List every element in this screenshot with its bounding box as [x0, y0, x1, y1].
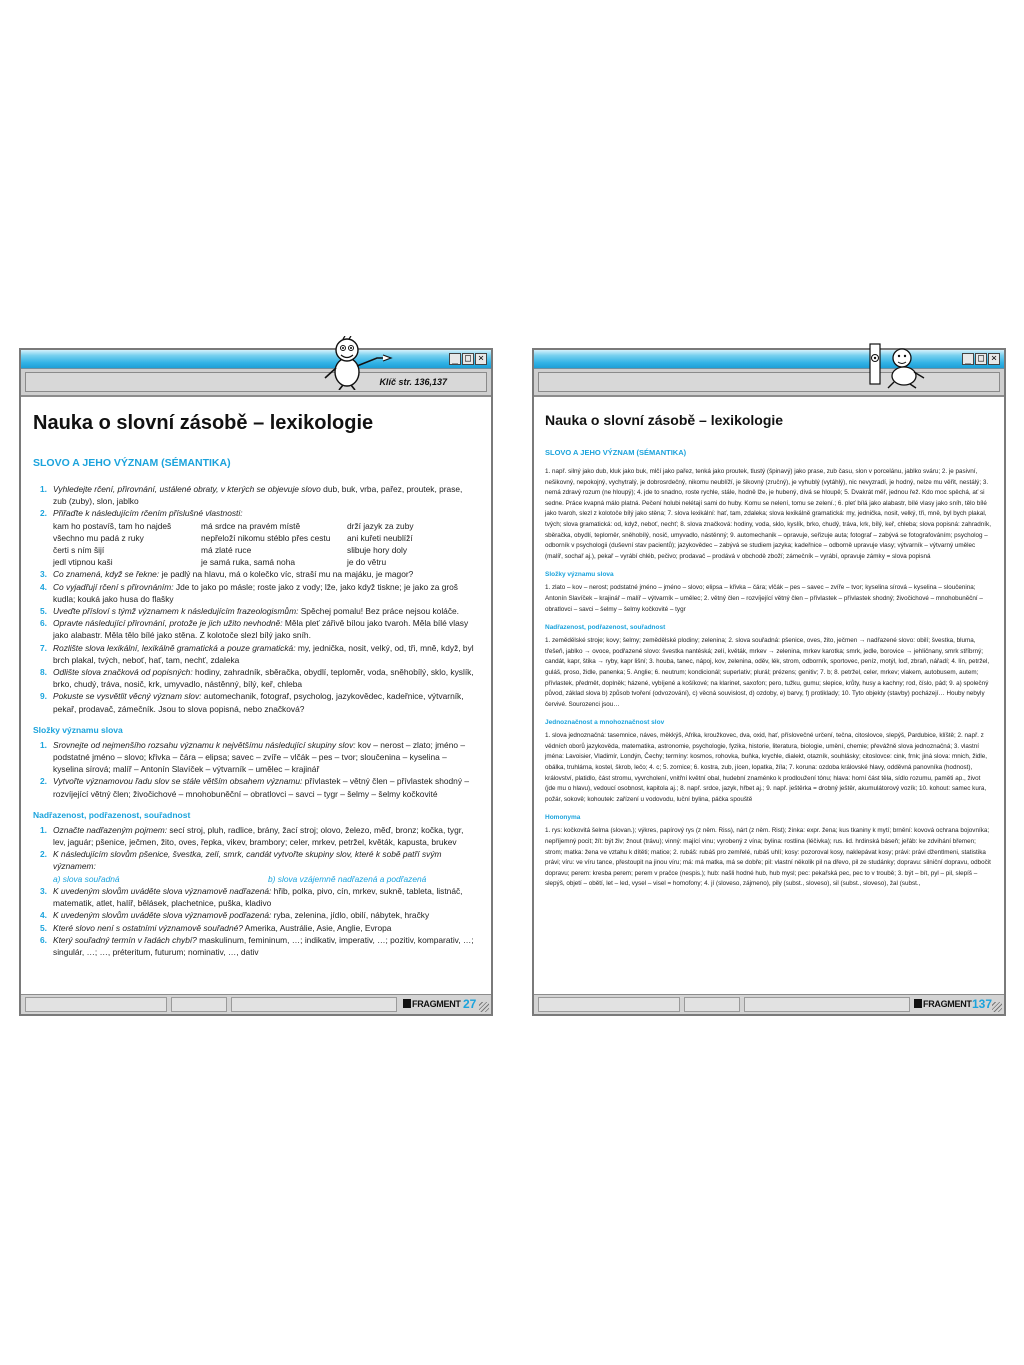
maximize-button[interactable]: □ — [462, 353, 474, 365]
status-segment — [538, 997, 680, 1012]
item-number: 1. — [40, 484, 47, 494]
item-number: 6. — [40, 618, 47, 629]
item-text: dub, buk, vrba, pařez, proutek, prase, zub (zuby), slon, jablko — [53, 484, 463, 507]
exercise-item — [40, 934, 477, 958]
exercise-list — [33, 568, 477, 714]
subsection-heading: Nadřazenost, podřazenost, souřadnost — [545, 624, 666, 632]
table-cell: nepřeloží nikomu stéblo přes cestu — [201, 532, 331, 543]
exercise-list — [33, 739, 477, 800]
item-number: 1. — [40, 824, 47, 835]
window-controls — [962, 353, 1000, 365]
item-number: 3. — [40, 885, 47, 896]
item-instruction: K uvedeným slovům uváděte slova významově podřazená: — [53, 910, 272, 921]
publisher-logo — [403, 999, 461, 1009]
exercise-item — [40, 581, 477, 605]
item-instruction: Odlište slova značková od popisných: — [53, 667, 193, 678]
item-number: 9. — [40, 691, 47, 702]
exercise-item — [40, 885, 477, 909]
page-title: Nauka o slovní zásobě – lexikologie — [33, 412, 374, 434]
publisher-mark-icon — [914, 999, 922, 1008]
item-text: automechanik, fotograf, psycholog, jazykovědec, kadeřnice, výtvarník, pekař, prodavač, zámečník. Jsou to slova popisná, nebo značková? — [53, 691, 464, 714]
saying-table — [33, 520, 477, 569]
table-cell: je do větru — [347, 557, 387, 568]
exercise-item — [40, 568, 477, 580]
item-text: kov – nerost – zlato; jméno – podstatné jméno – slovo; křivka – čára – elipsa; savec – zvíře – vlčák – pes – tvor; sloučenina – kyselina – kyselina sírová; malíř – Antonín Slavíček – výtvarník – umělec – krajinář — [53, 739, 465, 775]
item-instruction: Co vyjadřují rčení s přirovnáním: — [53, 581, 174, 592]
exercise-item — [40, 775, 477, 799]
exercise-item — [40, 739, 477, 776]
table-cell: kam ho postavíš, tam ho najdeš — [53, 520, 172, 531]
exercise-list — [33, 483, 477, 520]
subsection-heading: Složky významu slova — [33, 724, 123, 735]
table-cell: má zlaté ruce — [201, 545, 252, 556]
answer-option: b) slova vzájemně nadřazená a podřazená — [268, 873, 427, 884]
close-button[interactable]: × — [988, 353, 1000, 365]
page-title: Nauka o slovní zásobě – lexikologie — [545, 412, 784, 428]
item-number: 3. — [40, 569, 47, 580]
status-segment — [684, 997, 740, 1012]
item-text: secí stroj, pluh, radlice, brány, žací stroj; olovo, železo, měď, bronz; kočka, tygr, lev, jaguár; pšenice, ječmen, žito, oves, řepka, vikev, brambory; celer, mrkev, petržel, květák, kapusta, brukev — [53, 824, 464, 848]
item-instruction: Opravte následující přirovnání, protože je jich užito nevhodně: — [53, 618, 283, 629]
table-cell: ani kuřeti neublíží — [347, 532, 413, 543]
item-instruction: Vytvořte významovou řadu slov se stále větším obsahem významu: — [53, 776, 303, 787]
page-number: 27 — [463, 997, 477, 1011]
item-instruction: Pokuste se vysvětlit věcný význam slov: — [53, 691, 202, 702]
item-number: 6. — [40, 934, 47, 945]
item-instruction: K uvedeným slovům uváděte slova významově nadřazená: — [53, 885, 272, 896]
item-text: Měla pleť zářivě bílou jako tvaroh. Měla bílé vlasy jako alabastr. Měla tělo bílé jako stěna. Z kolotoče slezl bílý jako sníh. — [53, 618, 469, 641]
item-instruction: Který souřadný termín v řadách chybí? — [53, 934, 197, 945]
item-text: hřib, polka, pivo, cín, mrkev, sukně, tableta, listnáč, matematik, atlet, halíř, bělásek, plachetnice, puška, kladivo — [53, 885, 463, 909]
publisher-logo — [914, 999, 972, 1009]
exercise-item — [40, 690, 477, 714]
exercise-list — [33, 824, 477, 873]
subsection-heading: Nadřazenost, podřazenost, souřadnost — [33, 809, 191, 820]
exercise-item — [40, 617, 477, 641]
exercise-item — [40, 848, 477, 872]
window-titlebar — [21, 350, 491, 369]
answer-paragraph: 1. např. silný jako dub, kluk jako buk, mlčí jako pařez, tenká jako proutek, tlustý (špinavý) jako prase, zub času, slon v porcelánu, jablko sváru; 2. je pasivní, nešikovný, nepokojný, vychytralý, je dobrosrdečný, nikomu neublíží, je šikovný (zručný), je vyhublý (vytáhlý), nic nevyzradí, je hodný, nelze mu věřit, nestálý; 3. nemá zdravý rozum (ne hloupý); 4. jde to snadno, roste rychle, stále, hodně lže, je hubený, dívá se hloupě; 5. Dvakrát měř, jednou řež. Kdo moc spěchá, ať si sedne. Práce kvapná málo platná. Pečení holubi nelétají sami do huby. Komu se nelení, tomu se zelení.; 6. pleť bílá jako alabastr, bílé vlasy jako sníh, tělo bílé jako tvaroh, slezl z kolotoče bílý jako stěna; 7. slova lexikální: hať, tam, zdaleka; slova lexikálně gramatická: my, jednička, nosit, velký, tři, mně, byl bych plakal, tvých; slova gramatická: od, když, neboť, nechť; 8. slova značková: hodiny, voda, sklo, kyslík, brko, chudý, tráva, krk, bílý, keř, chleba; slova popisná: zahradník, sběračka, obydlí, teploměr, sněhobílý, nosič, umyvadlo, nástěnný; 9. automechanik – opravuje, seřizuje auta; fotograf – zabývá se fotografováním; psycholog – odborník v psychologii (duševní stav pacientů); jazykovědec – zabývá se studiem jazyka; kadeřnice – odborně upravuje vlasy; výtvarník – výtvarný umělec (malíř, sochař aj.), pekař – vyrábí chléb, pečivo; prodavač – prodává v obchodě zboží; zámečník – vyrábí, opravuje zámky = slova popisná — [545, 468, 991, 560]
exercise-item — [40, 507, 477, 519]
item-instruction: Srovnejte od nejmenšího rozsahu významu k největšímu následující skupiny slov: — [53, 739, 356, 750]
item-instruction: Přiřaďte k následujícím rčením příslušné vlastnosti: — [53, 508, 243, 519]
exercise-item — [40, 642, 477, 666]
minimize-button[interactable]: _ — [449, 353, 461, 365]
item-text: Amerika, Austrálie, Asie, Anglie, Evropa — [242, 922, 392, 933]
item-text: Spěchej pomalu! Bez práce nejsou koláče. — [298, 606, 460, 617]
item-number: 2. — [40, 508, 47, 519]
answer-pair — [33, 873, 477, 885]
status-segment — [171, 997, 227, 1012]
table-cell: drží jazyk za zuby — [347, 520, 414, 531]
window-toolbar — [21, 369, 491, 397]
exercise-list — [33, 885, 477, 958]
item-instruction: Které slovo není s ostatními významově souřadné? — [53, 922, 243, 933]
publisher-name: FRAGMENT — [923, 999, 972, 1009]
section-heading: SLOVO A JEHO VÝZNAM (SÉMANTIKA) — [33, 457, 231, 469]
item-text: my, jednička, nosit, velký, od, tři, mně, když, byl brch plakal, tvých, neboť, hať, tam, nechť, zdaleka — [53, 642, 474, 665]
item-number: 7. — [40, 642, 47, 653]
item-text: maskulinum, femininum, …; indikativ, imperativ, …; pozitiv, komparativ, …; singulár, …; …, préteritum, futurum; nominativ, …, dativ — [53, 934, 474, 957]
item-text: přívlastek – větný člen – přívlastek shodný – rozvíjející větný člen; živočichové – mnohobuněční – obratlovci – savci – tygr – šelmy – šelmy kočkovité — [53, 776, 470, 799]
maximize-button[interactable]: □ — [975, 353, 987, 365]
answer-paragraph: 1. slova jednoznačná: tasemnice, náves, měkkýš, Afrika, kroužkovec, dva, oxid, hať, příslovečné určení, tečna, citoslovce, slepýš, Pardubice, klíště; 2. např. z vědních oborů jazykověda, matematika, astronomie, psychologie, fyzika, historie, literatura, biologie, umění, chemie; převážně slova jednoznačná; 3. vlastní jména: Lavoisier, Vladimír, Londýn, Čechy; termíny: kosmos, rohovka, buňka, krychle, dialekt, otazník, souhlásky; citoslovce: cink, frnk; jiná slova: mnich, židle, obálka, truhlárna, kostel, škrob, lečo; 4. c; 5. zornice; 6. kostra, zub, jícen, lopatka, žíla; 7. koruna: ozdoba královské hlavy, odděvná panovníka (hodnost), království, platidlo, část stromu, vyvrcholení, vnitřní květní obal, hudební znaménko k prodloužení tónu; hlava: horní část těla, sídlo rozumu, paměti ap., život (jde mu o hlavu), vedoucí osobnost, kapitola aj.; 8. např. srdce, jazyk, hřbet aj.; 9. např. ještěrka = drobný ještěr, akumulátorový vozík; 10. kohout: samec kura, požár, sokově; kohoutek: zařízení u vodovodu, luční bylina, páčka spouště — [545, 732, 988, 803]
close-button[interactable]: × — [475, 353, 487, 365]
exercise-item — [40, 483, 477, 507]
answer-paragraph: 1. zlato – kov – nerost; podstatné jméno – jméno – slovo; elipsa – křivka – čára; vlčák – pes – savec – zvíře – tvor; kyselina sírová – kyselina – sloučenina; Antonín Slavíček – krajinář – malíř – výtvarník – umělec; 2. větný člen – rozvíjející větný člen – přívlastek – přívlastek shodný; živočichové – mnohobuněční – obratlovci – savci – šelmy – šelmy kočkovité – tygr — [545, 584, 983, 613]
item-text: hodiny, zahradník, sběračka, obydlí, teploměr, voda, sněhobílý, sklo, kyslík, brko, chudý, tráva, nosič, krk, umyvadlo, nástěnný, bílý, keř, chleba — [53, 667, 474, 690]
item-instruction: Rozlište slova lexikální, lexikálně gramatická a pouze gramatická: — [53, 642, 296, 653]
answer-paragraph: 1. rys: kočkovitá šelma (slovan.); výkres, papírový rys (z něm. Riss), nárt (z něm. Rist); žínka: expr. žena; kus tkaniny k mytí; brnění: kovová ochrana bojovníka; nepříjemný pocit; žít: být živ; žnout (trávu); vinný: mající vinu; vyrobený z vína; bylina: rostlina (léčivka); rus. lid. hrdinská báseň; jeřáb: ke zdvihání břemen; strom; matka: žena ve vztahu k dítěti; matice; 2. rubáš: rubáš pro zemřelé, rubáš uhlí; kosy: pozoroval kosy, naklepávat kosy; právi: právi džentlmeni, statistika právi; víru: ve víru tance, přestoupit na jinou víru; má: má matka, má se dobře; pil: vlastní několik pil na dřevo, pil ze studánky; dopravu: silniční dopravu, odbočit dopravu; perem: kresba perem; perem v pračce (nespis.); hub: našli hodné hub, hub mysl; pec: pekařská pec, pec to v troubě; 3. být – bít, pyl – pil, slepíš – slepýš, objetí – obětí, let – led, vysel – visel = homofony; 4. jí (sloveso, zájmeno), pily (subst., sloveso), sil (subst., sloveso), žal (subst., — [545, 827, 991, 888]
answer-key-reference: Klíč str. 136,137 — [379, 377, 447, 387]
publisher-name: FRAGMENT — [412, 999, 461, 1009]
right-page — [532, 348, 1006, 1016]
subsection-heading: Složky významu slova — [545, 571, 614, 579]
peeking-mascot-icon — [864, 342, 944, 390]
page-number: 137 — [972, 997, 993, 1011]
item-number: 5. — [40, 606, 47, 617]
left-page-content — [21, 400, 491, 994]
table-cell: má srdce na pravém místě — [201, 520, 301, 531]
item-number: 5. — [40, 922, 47, 933]
exercise-item — [40, 824, 477, 848]
pointing-mascot-icon — [317, 336, 397, 390]
table-cell: je samá ruka, samá noha — [201, 557, 296, 568]
exercise-item — [40, 922, 477, 934]
exercise-item — [40, 909, 477, 921]
answer-option: a) slova souřadná — [53, 873, 120, 884]
status-segment — [744, 997, 910, 1012]
exercise-item — [40, 666, 477, 690]
item-number: 4. — [40, 581, 47, 592]
left-page — [19, 348, 493, 1016]
subsection-heading: Homonyma — [545, 814, 581, 822]
item-instruction: K následujícím slovům pšenice, švestka, zelí, smrk, candát vytvořte skupiny slov, které k sobě patří svým významem: — [53, 849, 442, 872]
resize-grip-icon[interactable] — [992, 1002, 1002, 1012]
minimize-button[interactable]: _ — [962, 353, 974, 365]
status-segment — [231, 997, 397, 1012]
item-instruction: Vyhledejte rčení, přirovnání, ustálené obraty, v kterých se objevuje slovo — [53, 484, 321, 494]
publisher-mark-icon — [403, 999, 411, 1008]
right-page-content — [534, 400, 1004, 994]
window-controls — [449, 353, 487, 365]
answer-paragraph: 1. zemědělské stroje; kovy; šelmy; zemědělské plodiny; zelenina; 2. slova souřadná: pšenice, oves, žito, ječmen → nadřazené slovo: obilí; švestka, bluma, třešeň, jablko → ovoce, podřazené slovo: švestka nantéská; zelí, květák, mrkev → zelenina, mrkev karotka; smrk, jedle, borovice → jehličnany, smrk stříbrný; candát, kapr, štika → ryby, kapr lišní; 3. houba, tanec, nápoj, kov, zelenina, oděv, lék, strom, odborník, sportovec, peníz, motýl, loď, zbraň, nářadí; 4. lín, petržel, guláš, proso, židle, panenka; 5. Anglie; 6. neutrum; kondicionál; superlativ; plurál; prézens; genitiv; 7. b; 8. petržel, celer, mrkev; vlakem, autobusem, autem; přívlastek, předmět, doplněk; házené, vybíjené a košíkové; na klarinet, saxofon; pero, tužku, gumu; slepice, krůty, husy a kachny; rod, číslo, pád; 9. a) společný původ, základ slova b) způsob tvoření (odvozování), c) věcná souvislost, d) ozdoby, e) barvy, f) protiklady; 10. Tyto objekty (stavby) pocházejí… Houby nebyly červivé. Sourozenci jsou… — [545, 637, 990, 708]
table-cell: všechno mu padá z ruky — [53, 532, 144, 543]
window-statusbar — [21, 994, 491, 1014]
item-number: 1. — [40, 739, 47, 750]
item-instruction: Uveďte přísloví s týmž významem k následujícím frazeologismům: — [53, 606, 299, 617]
resize-grip-icon[interactable] — [479, 1002, 489, 1012]
item-text: je padlý na hlavu, má o kolečko víc, straší mu na majáku, je magor? — [159, 569, 414, 580]
item-text: ryba, zelenina, jídlo, obilí, nábytek, hračky — [271, 910, 430, 921]
item-number: 2. — [40, 849, 47, 860]
table-cell: slibuje hory doly — [347, 545, 408, 556]
item-instruction: Co znamená, když se řekne: — [53, 569, 160, 580]
item-number: 4. — [40, 910, 47, 921]
table-cell: jedl vtipnou kaši — [53, 557, 113, 568]
window-statusbar — [534, 994, 1004, 1014]
item-number: 8. — [40, 667, 47, 678]
item-number: 2. — [40, 776, 47, 787]
table-cell: čerti s ním šijí — [53, 545, 105, 556]
section-heading: SLOVO A JEHO VÝZNAM (SÉMANTIKA) — [545, 448, 687, 457]
subsection-heading: Jednoznačnost a mnohoznačnost slov — [545, 719, 665, 727]
exercise-item — [40, 605, 477, 617]
item-instruction: Označte nadřazeným pojmem: — [53, 824, 168, 835]
item-text: Jde to jako po másle; roste jako z vody; lže, jako když tiskne; je jako za groš kudla; kouká jako husa do flašky — [53, 581, 458, 604]
status-segment — [25, 997, 167, 1012]
